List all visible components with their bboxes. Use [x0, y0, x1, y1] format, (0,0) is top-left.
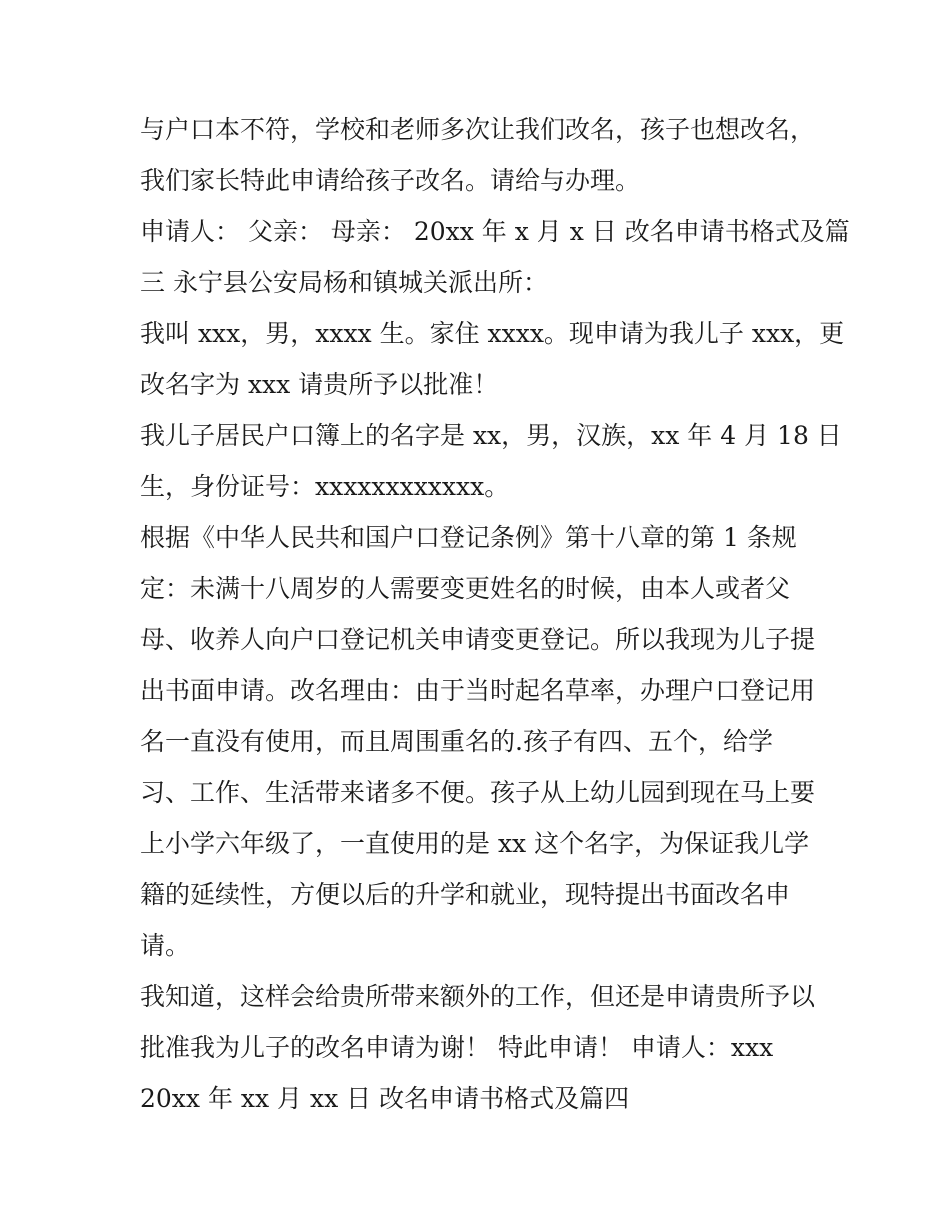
text-line: 请。 [140, 931, 191, 960]
text-line: 我们家长特此申请给孩子改名。请给与办理。 [140, 166, 641, 195]
text-line: 定：未满十八周岁的人需要变更姓名的时候，由本人或者父 [140, 574, 791, 603]
text-line: 改名字为 xxx 请贵所予以批准！ [140, 370, 499, 399]
text-line: 三 永宁县公安局杨和镇城关派出所： [140, 268, 548, 297]
text-line: 我儿子居民户口簿上的名字是 xx，男，汉族，xx 年 4 月 18 日 [140, 421, 842, 450]
document-body [140, 104, 850, 1124]
text-line: 批准我为儿子的改名申请为谢！ 特此申请！ 申请人：xxx [140, 1033, 774, 1062]
text-line: 籍的延续性，方便以后的升学和就业，现特提出书面改名申 [140, 880, 791, 909]
text-line: 习、工作、生活带来诸多不便。孩子从上幼儿园到现在马上要 [140, 778, 816, 807]
text-line: 母、收养人向户口登记机关申请变更登记。所以我现为儿子提 [140, 625, 816, 654]
text-line: 名一直没有使用，而且周围重名的.孩子有四、五个，给学 [140, 727, 773, 756]
text-line: 申请人： 父亲： 母亲： 20xx 年 x 月 x 日 改名申请书格式及篇 [140, 217, 850, 246]
text-line: 出书面申请。改名理由：由于当时起名草率，办理户口登记用 [140, 676, 816, 705]
text-line: 生，身份证号：xxxxxxxxxxxx。 [140, 472, 510, 501]
text-line: 20xx 年 xx 月 xx 日 改名申请书格式及篇四 [140, 1084, 630, 1113]
text-line: 我叫 xxx，男，xxxx 生。家住 xxxx。现申请为我儿子 xxx，更 [140, 319, 845, 348]
text-line: 上小学六年级了，一直使用的是 xx 这个名字，为保证我儿学 [140, 829, 810, 858]
text-line: 根据《中华人民共和国户口登记条例》第十八章的第 1 条规 [140, 523, 797, 552]
text-line: 与户口本不符，学校和老师多次让我们改名，孩子也想改名， [140, 115, 816, 144]
text-line: 我知道，这样会给贵所带来额外的工作，但还是申请贵所予以 [140, 982, 816, 1011]
